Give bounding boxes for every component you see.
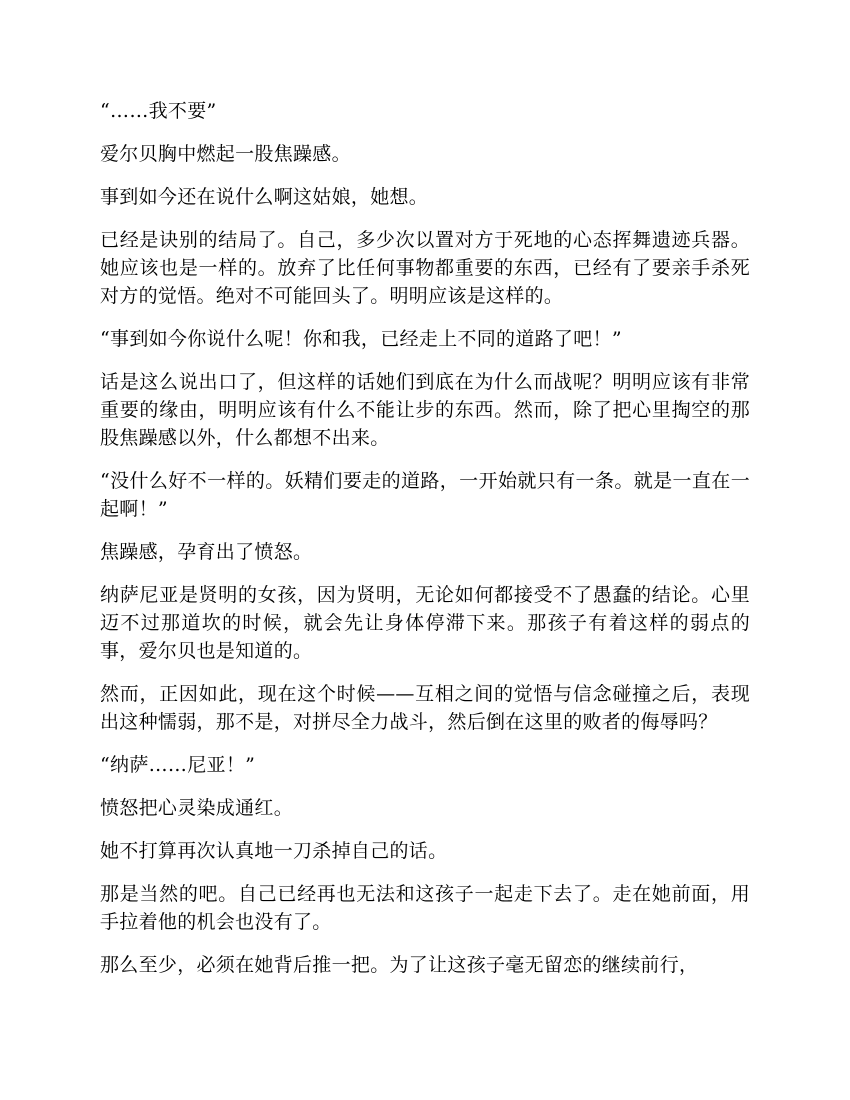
paragraph: “没什么好不一样的。妖精们要走的道路，一开始就只有一条。就是一直在一起啊！” xyxy=(100,470,750,520)
paragraph: 焦躁感，孕育出了愤怒。 xyxy=(100,541,313,563)
paragraph: “纳萨……尼亚！” xyxy=(100,754,256,776)
paragraph: “事到如今你说什么呢！你和我，已经走上不同的道路了吧！” xyxy=(100,328,622,350)
paragraph: 已经是诀别的结局了。自己，多少次以置对方于死地的心态挥舞遗迹兵器。她应该也是一样的。放弃了比任何事物都重要的东西，已经有了要亲手杀死对方的觉悟。绝对不可能回头了。明明应该是这样的。 xyxy=(100,229,750,307)
paragraph: 然而，正因如此，现在这个时候——互相之间的觉悟与信念碰撞之后，表现出这种懦弱，那不是，对拼尽全力战斗，然后倒在这里的败者的侮辱吗？ xyxy=(100,683,750,733)
paragraph: 话是这么说出口了，但这样的话她们到底在为什么而战呢？明明应该有非常重要的缘由，明明应该有什么不能让步的东西。然而，除了把心里掏空的那股焦躁感以外，什么都想不出来。 xyxy=(100,371,750,449)
paragraph: “……我不要” xyxy=(100,100,217,122)
paragraph: 愤怒把心灵染成通红。 xyxy=(100,797,294,819)
paragraph: 事到如今还在说什么啊这姑娘，她想。 xyxy=(100,186,429,208)
paragraph: 爱尔贝胸中燃起一股焦躁感。 xyxy=(100,143,351,165)
paragraph: 她不打算再次认真地一刀杀掉自己的话。 xyxy=(100,840,448,862)
paragraph: 那是当然的吧。自己已经再也无法和这孩子一起走下去了。走在她前面，用手拉着他的机会也没有了。 xyxy=(100,883,750,933)
body-text xyxy=(100,97,750,994)
paragraph: 纳萨尼亚是贤明的女孩，因为贤明，无论如何都接受不了愚蠢的结论。心里迈不过那道坎的时候，就会先让身体停滞下来。那孩子有着这样的弱点的事，爱尔贝也是知道的。 xyxy=(100,584,750,662)
paragraph: 那么至少，必须在她背后推一把。为了让这孩子毫无留恋的继续前行， xyxy=(100,954,699,976)
